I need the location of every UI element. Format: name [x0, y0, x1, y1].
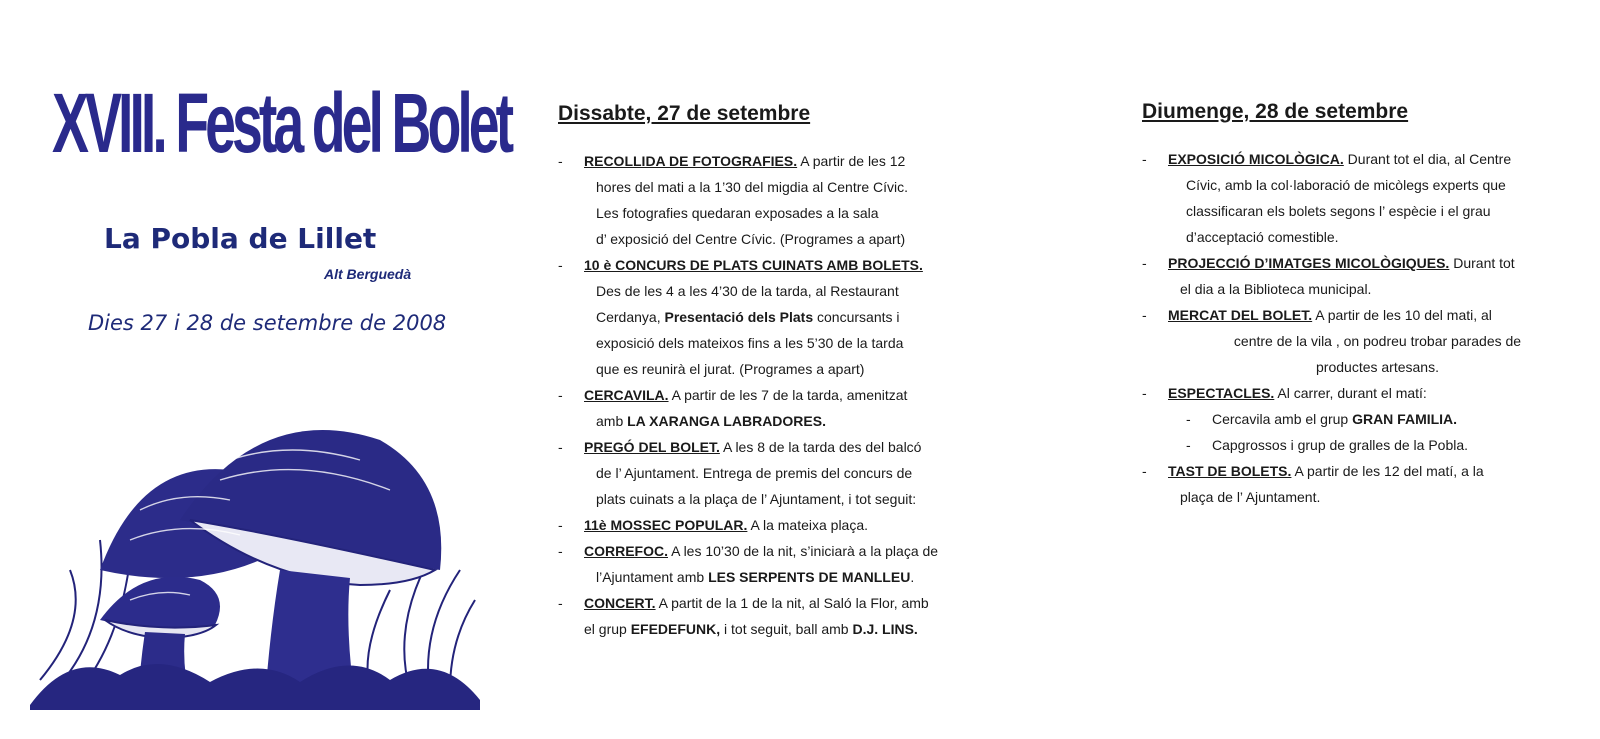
saturday-panel [540, 0, 1040, 739]
event-title: CORREFOC. [584, 543, 668, 559]
event-title: 11è MOSSEC POPULAR. [584, 517, 748, 533]
list-item: - ESPECTACLES. Al carrer, durant el matí: - Cercavila amb el grup GRAN FAMILIA. - Capgrossos i grup de gralles de la Pobla. [1142, 380, 1587, 458]
sunday-panel [1142, 0, 1590, 739]
list-item: - PREGÓ DEL BOLET. A les 8 de la tarda des del balcó de l’ Ajuntament. Entrega de premis del concurs de plats cuinats a la plaça de l’ Ajuntament, i tot seguit: [558, 439, 922, 507]
cover-panel [0, 0, 510, 739]
list-item: - CERCAVILA. A partir de les 7 de la tarda, amenitzat amb LA XARANGA LABRADORES. [558, 387, 908, 429]
list-item: - CORREFOC. A les 10’30 de la nit, s’iniciarà a la plaça de l’Ajuntament amb LES SERPENTS DE MANLLEU. [558, 543, 939, 585]
event-title: MERCAT DEL BOLET. [1168, 307, 1313, 323]
event-title: CERCAVILA. [584, 387, 669, 403]
list-item: - EXPOSICIÓ MICOLÒGICA. Durant tot el dia, al Centre Cívic, amb la col·laboració de micòlegs experts que classificaran els bolets segons l’ espècie i el grau d’acceptació comestible. [1142, 151, 1512, 245]
town-name: La Pobla de Lillet [104, 222, 377, 255]
festival-title: XVIII. Festa del Bolet [52, 76, 511, 170]
event-title: PREGÓ DEL BOLET. [584, 439, 720, 455]
event-title: CONCERT. [584, 595, 656, 611]
event-title: 10 è CONCURS DE PLATS CUINATS AMB BOLETS. [584, 257, 923, 273]
event-title: ESPECTACLES. [1168, 385, 1275, 401]
event-title: RECOLLIDA DE FOTOGRAFIES. [584, 153, 798, 169]
list-item: - 11è MOSSEC POPULAR. A la mateixa plaça. [558, 517, 869, 533]
list-item: - PROJECCIÓ D’IMATGES MICOLÒGIQUES. Durant tot el dia a la Biblioteca municipal. [1142, 255, 1515, 297]
list-item: - RECOLLIDA DE FOTOGRAFIES. A partir de les 12 hores del mati a la 1’30 del migdia al Centre Cívic. Les fotografies quedaran exposades a la sala d’ exposició del Centre Cívic. (Programes a apart) [558, 153, 909, 247]
list-item: - TAST DE BOLETS. A partir de les 12 del matí, a la plaça de l’ Ajuntament. [1142, 463, 1484, 505]
mushroom-drawing-icon [30, 420, 480, 710]
event-title: PROJECCIÓ D’IMATGES MICOLÒGIQUES. [1168, 255, 1450, 271]
sunday-events [1142, 146, 1587, 510]
event-title: EXPOSICIÓ MICOLÒGICA. [1168, 151, 1344, 167]
festival-dates: Dies 27 i 28 de setembre de 2008 [88, 311, 447, 335]
saturday-events [558, 148, 1028, 642]
list-item: - CONCERT. A partit de la 1 de la nit, al Saló la Flor, amb el grup EFEDEFUNK, i tot seguit, ball amb D.J. LINS. [558, 595, 929, 637]
county-name: Alt Berguedà [324, 266, 412, 282]
list-item: - Capgrossos i grup de gralles de la Pobla. [1186, 437, 1469, 453]
saturday-title: Dissabte, 27 de setembre [558, 102, 811, 125]
list-item: - 10 è CONCURS DE PLATS CUINATS AMB BOLETS. Des de les 4 a les 4’30 de la tarda, al Restaurant Cerdanya, Presentació dels Plats concursants i exposició dels mateixos fins a les 5’30 de la tarda que es reunirà el jurat. (Programes a apart) [558, 257, 923, 377]
event-title: TAST DE BOLETS. [1168, 463, 1292, 479]
list-item: - MERCAT DEL BOLET. A partir de les 10 del mati, al centre de la vila , on podreu trobar parades de productes artesans. [1142, 307, 1522, 375]
sub-list [1168, 406, 1587, 458]
sunday-title: Diumenge, 28 de setembre [1142, 100, 1409, 123]
list-item: - Cercavila amb el grup GRAN FAMILIA. [1186, 411, 1458, 427]
